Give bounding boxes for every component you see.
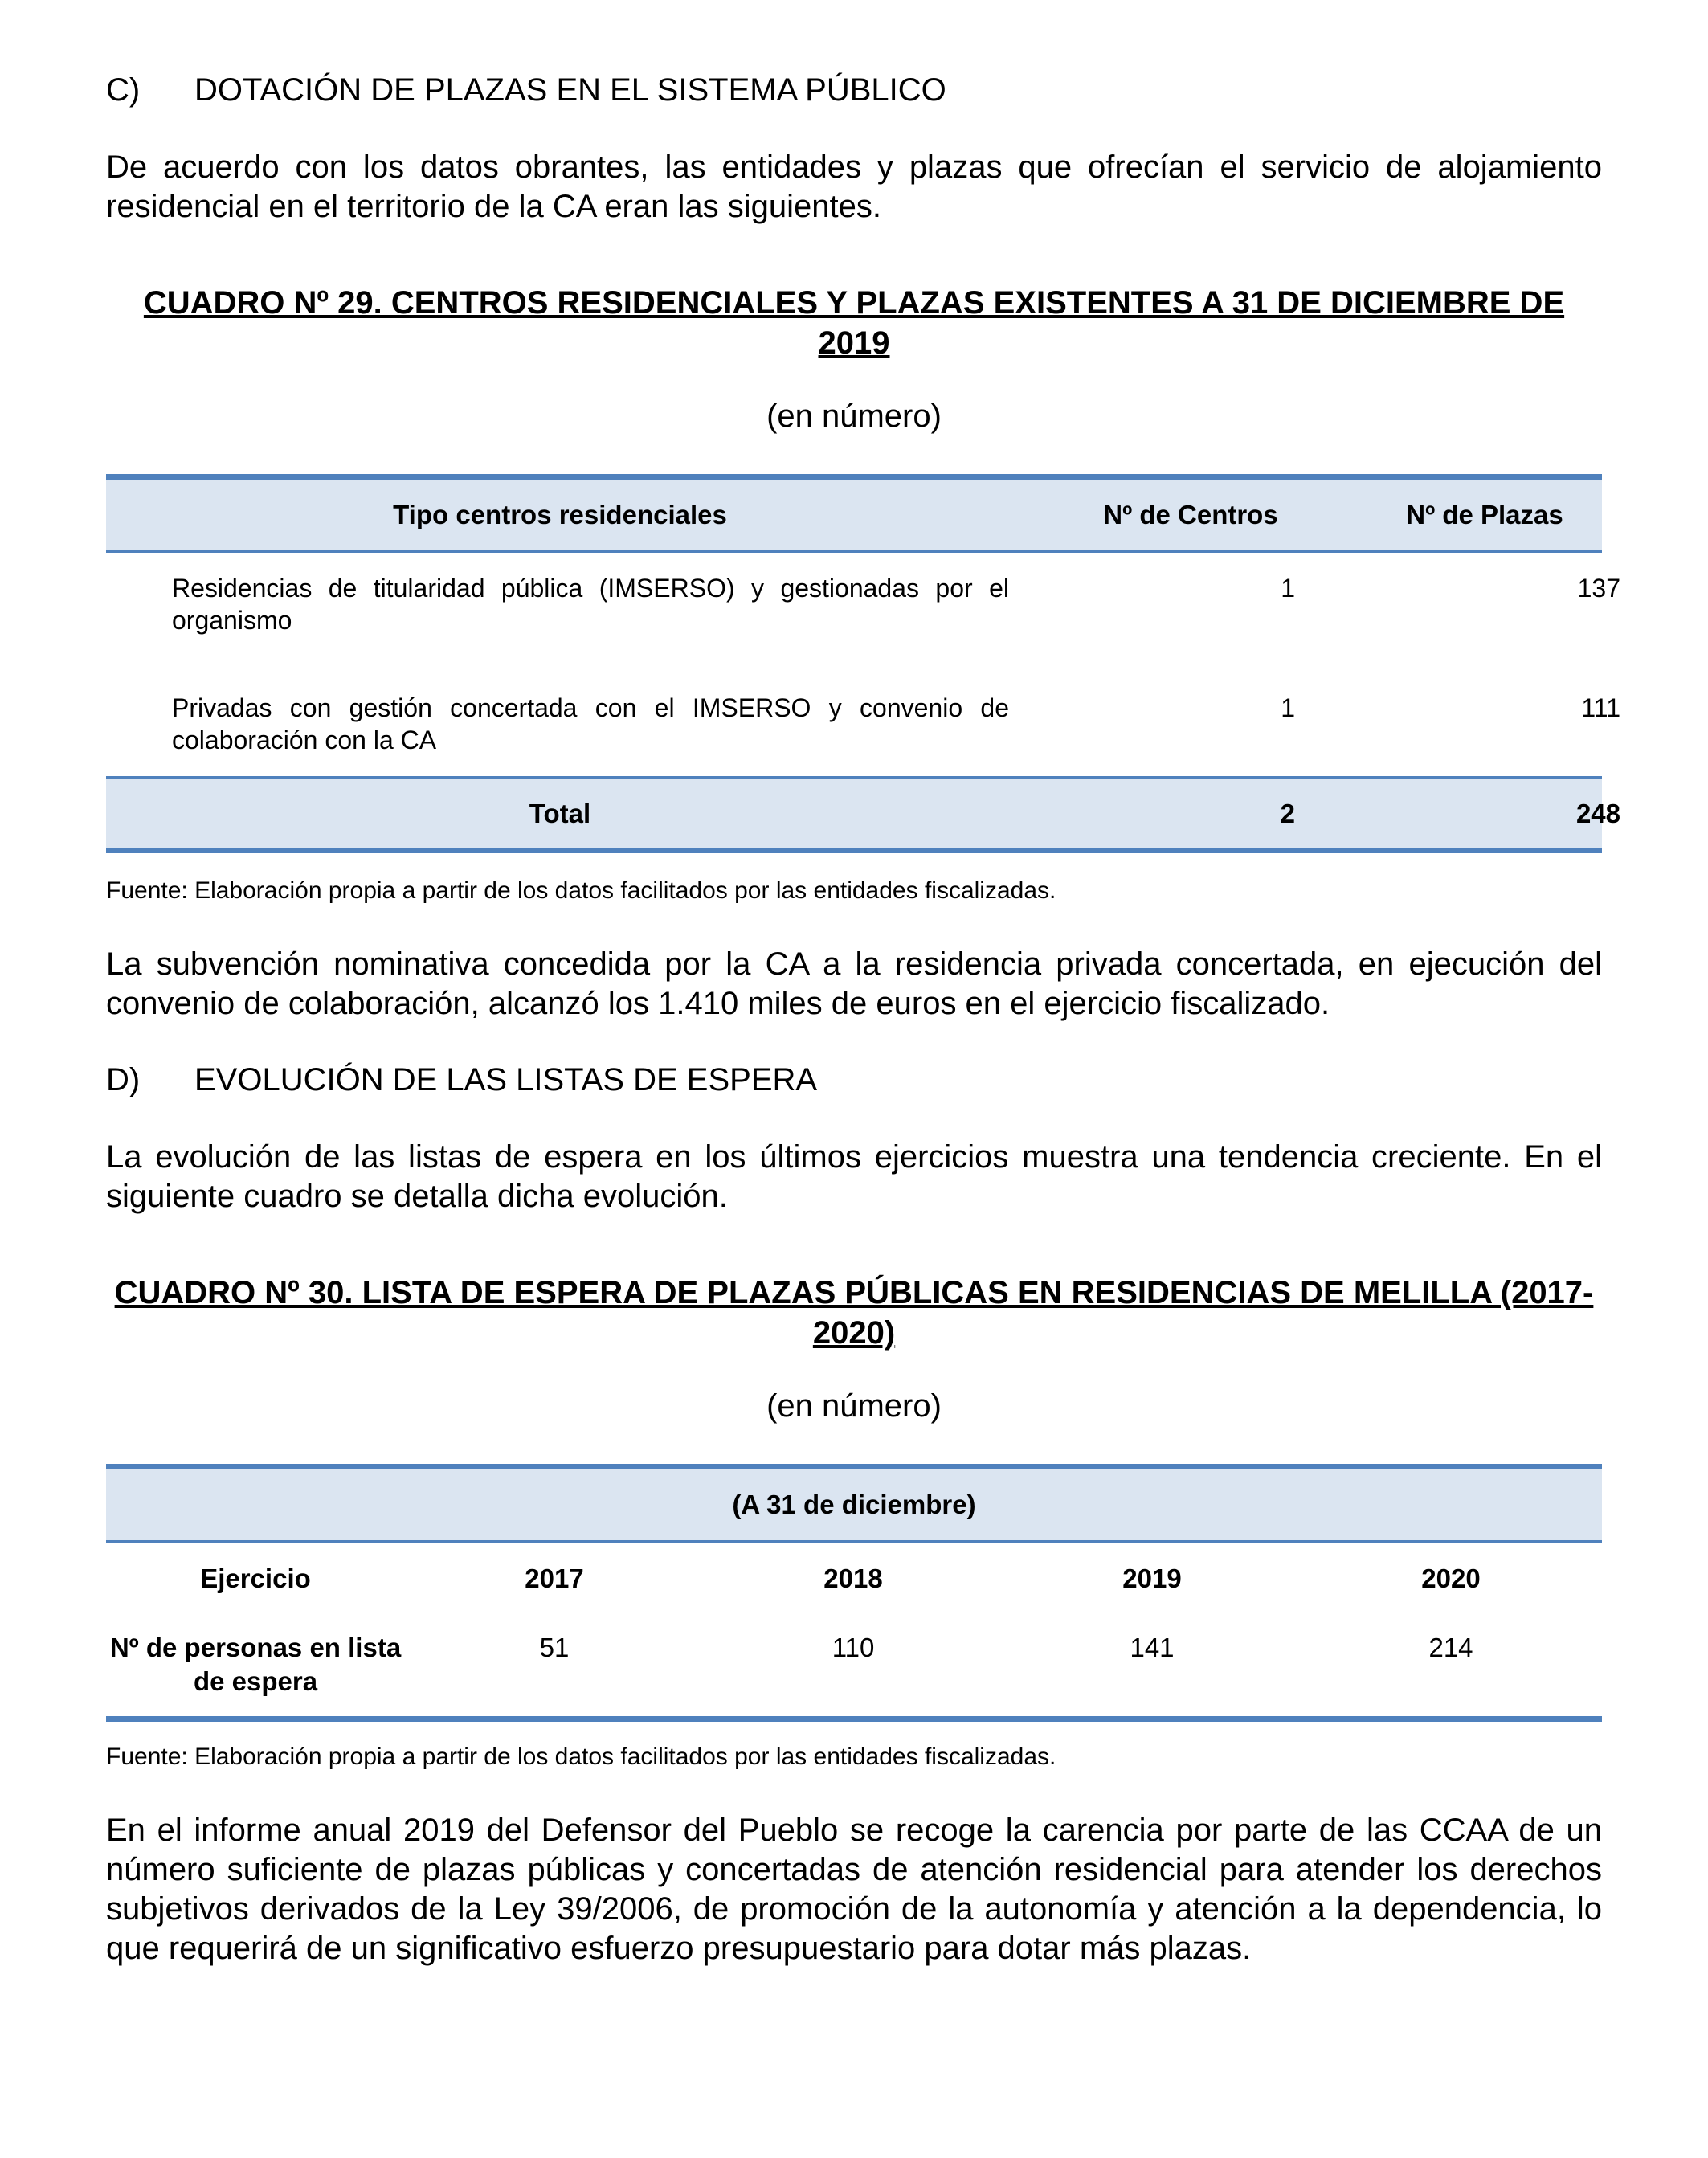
table30-year-label: Ejercicio [200, 1563, 311, 1593]
section-d-letter: D) [106, 1062, 141, 1097]
table30 [106, 1464, 1602, 1723]
section-c-paragraph: De acuerdo con los datos obrantes, las entidades y plazas que ofrecían el servicio de alojamiento residencial en el territorio de la CA eran las siguientes. [106, 149, 1602, 224]
paragraph-final: En el informe anual 2019 del Defensor del Pueblo se recoge la carencia por parte de las CCAA de un número suficiente de plazas públicas y concertadas de atención residencial para atender los derechos subjetivos derivados de la Ley 39/2006, de promoción de la autonomía y atención a la dependencia, lo que requerirá de un significativo esfuerzo presupuestario para dotar más plazas. [106, 1813, 1602, 1966]
table29-unit: (en número) [766, 398, 942, 434]
table30-year-2019: 2019 [1122, 1563, 1182, 1593]
section-c-letter: C) [106, 72, 141, 108]
table30-source: Fuente: Elaboración propia a partir de los datos facilitados por las entidades fiscalizadas. [106, 1743, 1056, 1770]
table29-total-row [106, 776, 1620, 853]
table29-source: Fuente: Elaboración propia a partir de los datos facilitados por las entidades fiscalizadas. [106, 877, 1056, 904]
table30-year-2018: 2018 [823, 1563, 883, 1593]
table29-row1-type: Residencias de titularidad pública (IMSERSO) y gestionadas por el organismo [172, 574, 1009, 635]
table30-count-2018: 110 [832, 1633, 875, 1662]
section-d-title: EVOLUCIÓN DE LAS LISTAS DE ESPERA [194, 1062, 818, 1097]
table29-header-row [106, 474, 1602, 553]
table30-count-label: Nº de personas en lista de espera [109, 1633, 402, 1696]
table29-row1-plazas: 137 [1577, 574, 1620, 603]
section-d-paragraph: La evolución de las listas de espera en los últimos ejercicios muestra una tendencia creciente. En el siguiente cuadro se detalla dicha evolución. [106, 1139, 1602, 1214]
table30-bottom-rule [106, 1716, 1602, 1722]
paragraph-subvencion: La subvención nominativa concedida por la CA a la residencia privada concertada, en ejecución del convenio de colaboración, alcanzó los 1.410 miles de euros en el ejercicio fiscalizado. [106, 946, 1602, 1021]
table29-total-centros: 2 [1280, 799, 1295, 828]
section-c-heading [106, 72, 946, 108]
table30-year-2017: 2017 [525, 1563, 584, 1593]
table29-total-plazas: 248 [1575, 799, 1620, 828]
table30-count-2019: 141 [1130, 1633, 1175, 1662]
table29-row2-plazas: 111 [1581, 693, 1620, 722]
table30-count-2020: 214 [1428, 1633, 1473, 1662]
table29-row2-centros: 1 [1281, 693, 1295, 722]
table30-header: (A 31 de diciembre) [106, 1464, 1602, 1543]
table30-count-2017: 51 [539, 1633, 570, 1662]
table29-title: CUADRO Nº 29. CENTROS RESIDENCIALES Y PLAZAS EXISTENTES A 31 DE DICIEMBRE DE 2019 [143, 285, 1565, 361]
table29 [106, 474, 1620, 853]
table29-header-centros: Nº de Centros [1103, 500, 1278, 529]
table29-header-plazas: Nº de Plazas [1406, 500, 1563, 529]
table30-year-2020: 2020 [1421, 1563, 1481, 1593]
section-d-heading [106, 1062, 817, 1098]
section-c-title: DOTACIÓN DE PLAZAS EN EL SISTEMA PÚBLICO [194, 72, 946, 108]
table29-row2-type: Privadas con gestión concertada con el IMSERSO y convenio de colaboración con la CA [172, 693, 1009, 754]
table29-header-type: Tipo centros residenciales [393, 500, 727, 529]
table30-unit: (en número) [766, 1388, 942, 1424]
table30-title: CUADRO Nº 30. LISTA DE ESPERA DE PLAZAS PÚBLICAS EN RESIDENCIAS DE MELILLA (2017-2020) [114, 1275, 1594, 1351]
table29-total-label: Total [529, 799, 591, 828]
table29-row1-centros: 1 [1281, 574, 1295, 603]
